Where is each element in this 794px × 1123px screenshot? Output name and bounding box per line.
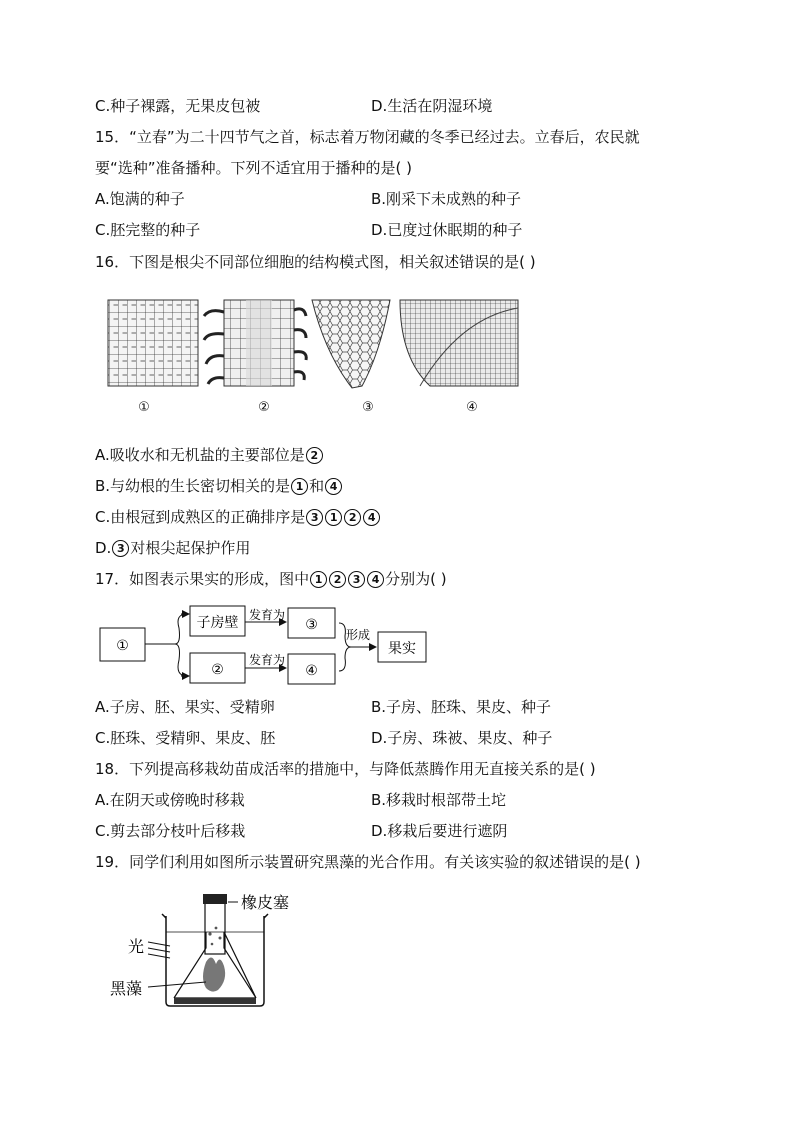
q18-option-d: D.移栽后要进行遮阴: [371, 822, 508, 840]
circled-number-3: 3: [112, 540, 129, 557]
fruit-formation-diagram: [95, 598, 435, 690]
q14-option-d: D.生活在阴湿环境: [371, 97, 493, 115]
q16-option-c-text: C.由根冠到成熟区的正确排序是: [95, 508, 306, 526]
circled-number-4: 4: [363, 509, 380, 526]
box-4-label: ④: [305, 663, 318, 679]
q17-option-b: B.子房、胚珠、果皮、种子: [371, 698, 552, 716]
circled-number-2: 2: [344, 509, 361, 526]
q16-option-b-text1: B.与幼根的生长密切相关的是: [95, 477, 291, 495]
cell-image-2: [204, 300, 306, 386]
ovary-wall-label: 子房壁: [196, 615, 239, 631]
caption-4: ④: [466, 400, 478, 415]
cell-image-3: [312, 300, 390, 388]
q16-option-a-text: A.吸收水和无机盐的主要部位是: [95, 446, 305, 464]
q16-stem: 16．下图是根尖不同部位细胞的结构模式图，相关叙述错误的是( ): [95, 253, 536, 271]
q16-option-b: [95, 476, 343, 496]
q15-option-c: C.胚完整的种子: [95, 221, 201, 239]
label-light: 光: [128, 937, 145, 956]
caption-3: ③: [362, 400, 374, 415]
label-stopper: 橡皮塞: [241, 893, 290, 912]
q18-option-a: A.在阴天或傍晚时移栽: [95, 791, 245, 809]
circled-number-2: 2: [306, 447, 323, 464]
q17-stem-pre: 17．如图表示果实的形成，图中: [95, 570, 310, 588]
rubber-stopper: [203, 894, 227, 904]
root-tip-cells-figure: [100, 298, 525, 390]
q15-option-a: A.饱满的种子: [95, 190, 185, 208]
beaker: [166, 916, 264, 1006]
photosynthesis-apparatus-figure: [108, 892, 298, 1010]
q18-option-c: C.剪去部分枝叶后移栽: [95, 822, 246, 840]
q16-option-c: [95, 507, 381, 527]
label-algae: 黑藻: [110, 979, 143, 998]
q17-stem-post: 分别为( ): [385, 570, 447, 588]
q16-option-d: [95, 538, 250, 558]
q15-stem-line2: 要“选种”准备播种。下列不适宜用于播种的是( ): [95, 159, 413, 177]
q15-stem-line1: 15．“立春”为二十四节气之首，标志着万物闭藏的冬季已经过去。立春后，农民就: [95, 128, 640, 146]
q14-option-c: C.种子裸露，无果皮包被: [95, 97, 261, 115]
circled-number-3: 3: [348, 571, 365, 588]
circled-number-4: 4: [367, 571, 384, 588]
circled-number-2: 2: [329, 571, 346, 588]
q19-stem: 19．同学们利用如图所示装置研究黑藻的光合作用。有关该实验的叙述错误的是( ): [95, 853, 641, 871]
fruit-label: 果实: [388, 641, 416, 657]
q16-option-b-text2: 和: [309, 477, 325, 495]
develop-label-1: 发育为: [248, 608, 286, 622]
q18-stem: 18．下列提高移栽幼苗成活率的措施中，与降低蒸腾作用无直接关系的是( ): [95, 760, 596, 778]
q17-option-c: C.胚珠、受精卵、果皮、胚: [95, 729, 276, 747]
caption-1: ①: [138, 400, 150, 415]
q16-option-d-text: 对根尖起保护作用: [130, 539, 251, 557]
circled-number-1: 1: [291, 478, 308, 495]
develop-label-2: 发育为: [248, 653, 286, 667]
q16-option-d-prefix: D.: [95, 539, 112, 557]
q17-option-d: D.子房、珠被、果皮、种子: [371, 729, 553, 747]
q17-stem: [95, 569, 447, 589]
circled-number-4: 4: [325, 478, 342, 495]
form-label: 形成: [345, 628, 371, 642]
q15-option-d: D.已度过休眠期的种子: [371, 221, 523, 239]
box-3-label: ③: [305, 617, 318, 633]
cell-image-1: [108, 300, 198, 386]
circled-number-1: 1: [325, 509, 342, 526]
caption-2: ②: [258, 400, 270, 415]
cell-image-4: [400, 300, 518, 386]
q15-option-b: B.刚采下未成熟的种子: [371, 190, 522, 208]
box-2-label: ②: [211, 662, 224, 678]
circled-number-1: 1: [310, 571, 327, 588]
q17-option-a: A.子房、胚、果实、受精卵: [95, 698, 275, 716]
box-1-label: ①: [116, 638, 129, 654]
q18-option-b: B.移栽时根部带土坨: [371, 791, 507, 809]
circled-number-3: 3: [306, 509, 323, 526]
black-algae: [203, 957, 225, 991]
q16-option-a: [95, 445, 324, 465]
